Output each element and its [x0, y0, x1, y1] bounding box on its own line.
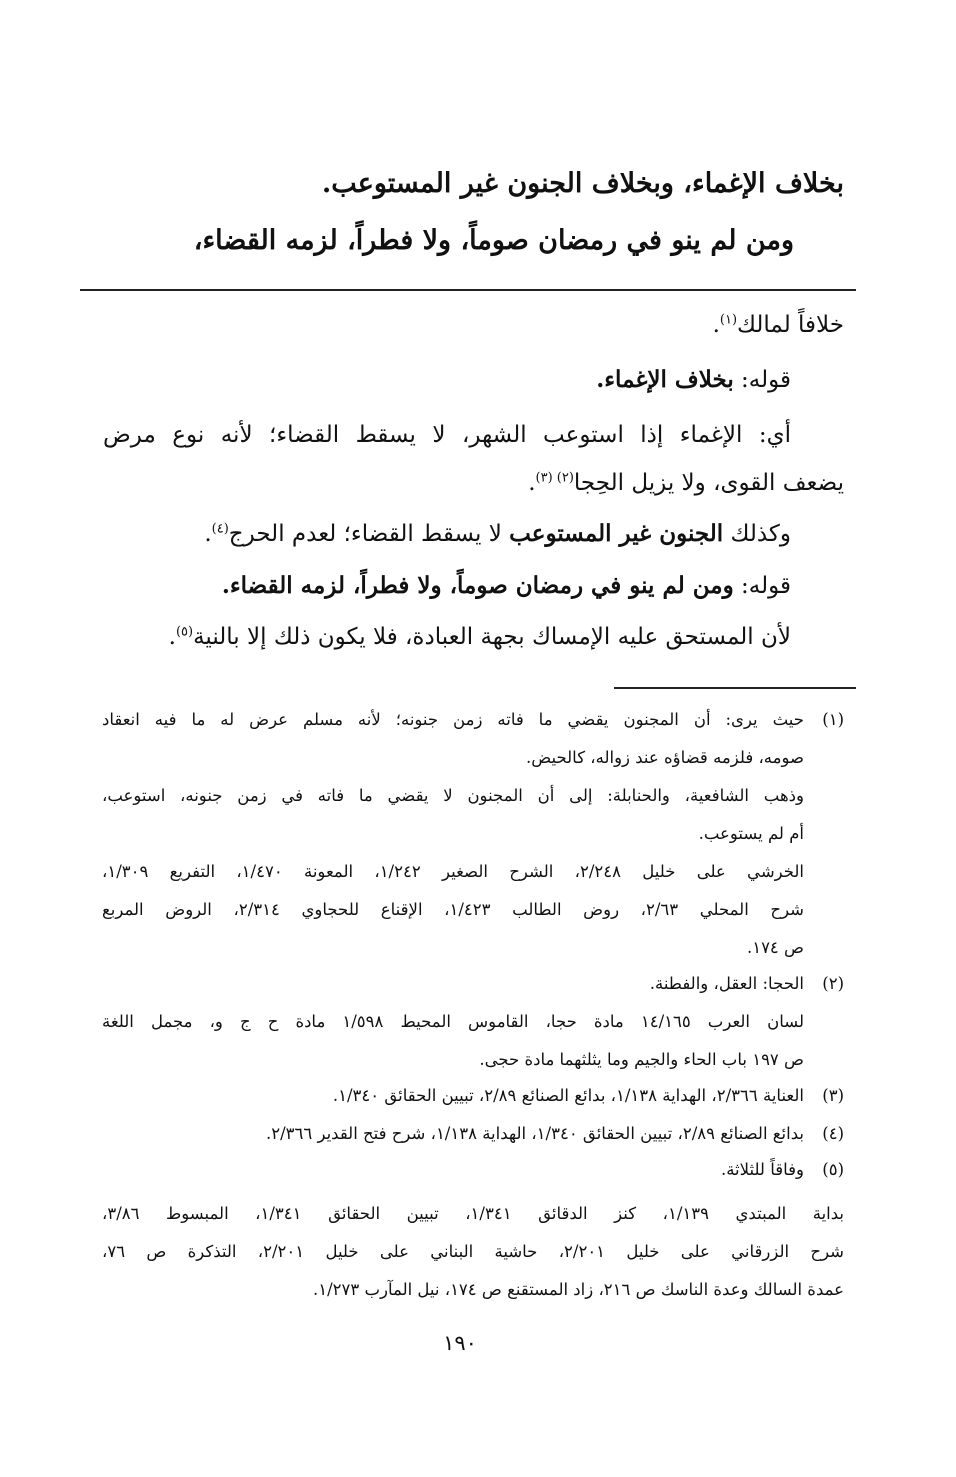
footnote-5-line-1: وفاقاً للثلاثة.	[720, 1160, 804, 1179]
footnote-1-line-1: حيث يرى: أن المجنون يقضي ما فاته زمن جنونه؛ لأنه مسلم عرض له ما فيه انعقاد	[102, 710, 804, 729]
quoted-matn: ومن لم ينو في رمضان صوماً، ولا فطراً، لزمه القضاء.	[221, 572, 734, 599]
quote-prefix: قوله:	[733, 573, 791, 599]
commentary-paragraph-2	[51, 366, 791, 393]
commentary-paragraph-5	[51, 572, 791, 599]
commentary-text: لأن المستحق عليه الإمساك بجهة العبادة، فلا يكون ذلك إلا بالنية	[193, 624, 791, 650]
matn-separator-rule	[80, 289, 856, 291]
footnote-5-line-3: شرح الزرقاني على خليل ٢/٢٠١، حاشية البناني على خليل ٢/٢٠١، التذكرة ص ٧٦،	[102, 1242, 844, 1261]
quoted-matn: بخلاف الإغماء.	[596, 366, 734, 393]
commentary-paragraph-6: لأن المستحق عليه الإمساك بجهة العبادة، فلا يكون ذلك إلا بالنية$^{(٥)}$.	[168, 624, 791, 650]
footnote-number-5: (٥)	[822, 1160, 844, 1179]
footnote-4-line-1: بدائع الصنائع ٢/٨٩، تبيين الحقائق ١/٣٤٠، الهداية ١/١٣٨، شرح فتح القدير ٢/٣٦٦.	[265, 1124, 804, 1143]
footnote-ref-4: (٤)	[211, 521, 229, 537]
quoted-matn: الجنون غير المستوعب	[509, 520, 724, 547]
commentary-paragraph-1: خلافاً لمالك$^{(١)}$.	[712, 312, 844, 338]
footnote-3-line-1: العناية ٢/٣٦٦، الهداية ١/١٣٨، بدائع الصنائع ٢/٨٩، تبيين الحقائق ١/٣٤٠.	[332, 1086, 804, 1105]
quote-prefix: قوله:	[733, 367, 791, 393]
footnote-1-line-4: أم لم يستوعب.	[698, 824, 804, 843]
commentary-text: يضعف القوى، ولا يزيل الحِجا	[573, 470, 844, 496]
matn-line-1: بخلاف الإغماء، وبخلاف الجنون غير المستوعب.	[321, 168, 844, 199]
footnote-2-line-2: لسان العرب ١٤/١٦٥ مادة حجا، القاموس المحيط ١/٥٩٨ مادة ح ج و، مجمل اللغة	[102, 1012, 804, 1031]
footnote-number-1: (١)	[822, 710, 844, 729]
commentary-text: خلافاً لمالك	[737, 312, 844, 338]
footnote-number-4: (٤)	[822, 1124, 844, 1143]
footnote-2-line-3: ص ١٩٧ باب الحاء والجيم وما يثلثهما مادة حجى.	[479, 1050, 804, 1069]
footnote-5-line-4: عمدة السالك وعدة الناسك ص ٢١٦، زاد المستقنع ص ١٧٤، نيل المآرب ١/٢٧٣.	[312, 1280, 844, 1299]
footnote-1-line-5: الخرشي على خليل ٢/٢٤٨، الشرح الصغير ١/٢٤٢، المعونة ١/٤٧٠، التفريع ١/٣٠٩،	[102, 862, 805, 881]
footnote-ref-5: (٥)	[175, 624, 194, 640]
page-number: ١٩٠	[443, 1331, 477, 1355]
commentary-paragraph-4: وكذلك الجنون غير المستوعب لا يسقط القضاء؛ لعدم الحرج$^{(٤)}$.	[204, 520, 791, 547]
footnote-1-line-6: شرح المحلي ٢/٦٣، روض الطالب ١/٤٢٣، الإقناع للحجاوي ٢/٣١٤، الروض المربع	[102, 900, 804, 919]
commentary-paragraph-3-line-2: يضعف القوى، ولا يزيل الحِجا$^{(٢) (٣)}$.	[528, 470, 844, 496]
commentary-text: أي: الإغماء إذا استوعب الشهر، لا يسقط القضاء؛ لأنه نوع مرض	[103, 422, 791, 448]
footnote-refs-2-3: (٢) (٣)	[535, 470, 574, 486]
footnote-1-line-2: صومه، فلزمه قضاؤه عند زواله، كالحيض.	[526, 748, 804, 767]
footnote-5-line-2: بداية المبتدي ١/١٣٩، كنز الدقائق ١/٣٤١، تبيين الحقائق ١/٣٤١، المبسوط ٣/٨٦،	[102, 1204, 845, 1223]
footnote-ref-1: (١)	[719, 312, 738, 328]
footnote-1-line-3: وذهب الشافعية، والحنابلة: إلى أن المجنون لا يقضي ما فاته في زمن جنونه، استوعب،	[102, 786, 804, 805]
commentary-text: وكذلك	[723, 521, 791, 547]
commentary-text: لا يسقط القضاء؛ لعدم الحرج	[228, 521, 510, 547]
matn-line-2: ومن لم ينو في رمضان صوماً، ولا فطراً، لزمه القضاء،	[193, 225, 794, 256]
commentary-paragraph-3-line-1	[103, 422, 791, 448]
footnote-separator-rule	[614, 687, 856, 689]
footnote-number-2: (٢)	[822, 974, 844, 993]
footnote-1-line-7: ص ١٧٤.	[746, 938, 804, 957]
footnote-2-line-1: الحجا: العقل، والفطنة.	[649, 974, 804, 993]
footnote-number-3: (٣)	[822, 1086, 844, 1105]
